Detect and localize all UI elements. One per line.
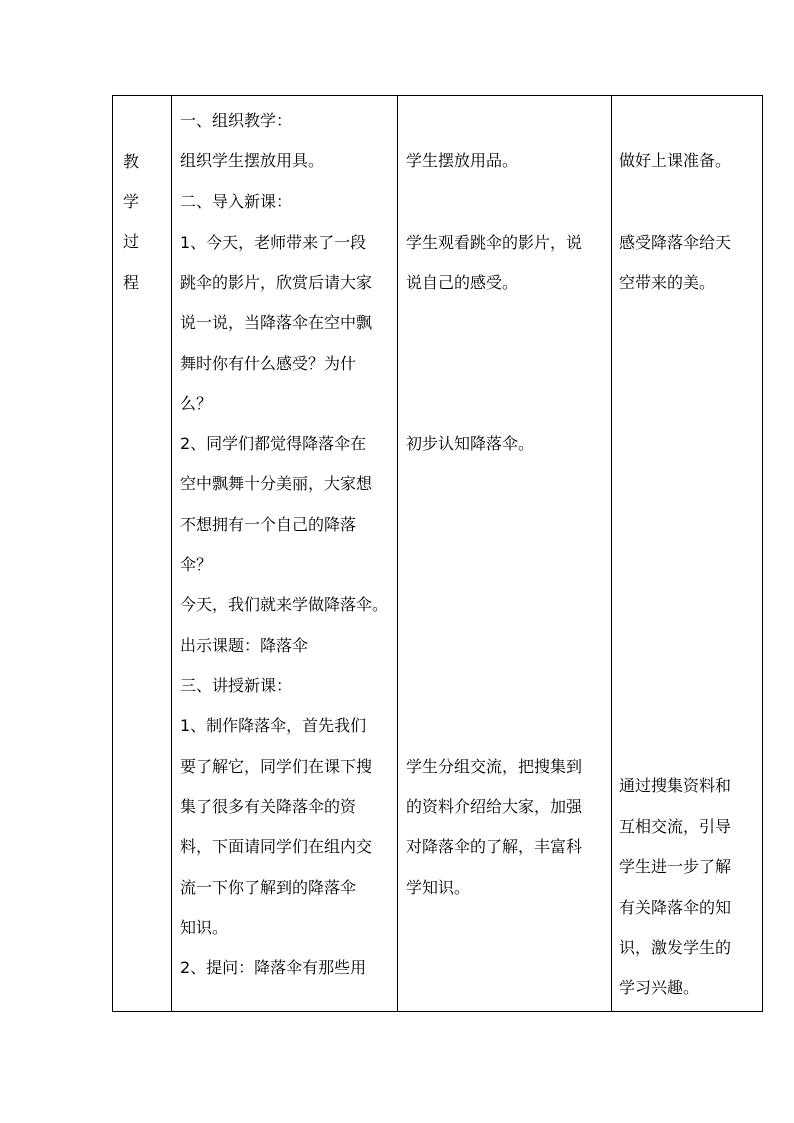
teacher-line: 舞时你有什么感受？为什 — [180, 354, 357, 373]
teacher-line: 么？ — [180, 394, 213, 413]
stage-char: 教 — [123, 152, 140, 171]
design-intent-cell — [612, 96, 763, 1012]
teacher-line: 跳伞的影片，欣赏后请大家 — [180, 273, 373, 292]
teacher-line: 出示课题：降落伞 — [180, 636, 309, 655]
teacher-line: 知识。 — [180, 918, 229, 937]
teacher-line: 二、导入新课： — [180, 192, 293, 211]
intent-line: 学习兴趣。 — [619, 978, 700, 997]
teacher-line: 料，下面请同学们在组内交 — [180, 837, 373, 856]
student-activity-cell — [398, 96, 612, 1012]
teacher-line: 1、制作降落伞，首先我们 — [180, 716, 367, 735]
intent-line: 做好上课准备。 — [619, 151, 732, 170]
student-line: 的资料介绍给大家，加强 — [406, 797, 583, 816]
student-line: 学知识。 — [406, 878, 471, 897]
teacher-activity-cell — [172, 96, 398, 1012]
teacher-line: 流一下你了解到的降落伞 — [180, 878, 357, 897]
table-row — [113, 96, 763, 1012]
intent-line: 有关降落伞的知 — [619, 898, 732, 917]
student-line: 说自己的感受。 — [406, 273, 519, 292]
intent-line: 学生进一步了解 — [619, 857, 732, 876]
stage-char: 学 — [123, 192, 140, 211]
teacher-line: 1、今天，老师带来了一段 — [180, 233, 367, 252]
teacher-line: 2、提问：降落伞有那些用 — [180, 958, 367, 977]
lesson-plan-table — [112, 95, 763, 1012]
teacher-line: 三、讲授新课： — [180, 676, 293, 695]
teacher-line: 说一说，当降落伞在空中飘 — [180, 313, 373, 332]
intent-line: 空带来的美。 — [619, 273, 716, 292]
stage-cell — [113, 96, 172, 1012]
teacher-line: 集了很多有关降落伞的资 — [180, 797, 357, 816]
intent-line: 通过搜集资料和 — [619, 776, 732, 795]
student-line: 学生摆放用品。 — [406, 151, 519, 170]
teacher-line: 今天，我们就来学做降落伞。 — [180, 595, 389, 614]
intent-line: 感受降落伞给天 — [619, 233, 732, 252]
teacher-line: 2、同学们都觉得降落伞在 — [180, 434, 367, 453]
student-line: 学生分组交流，把搜集到 — [406, 757, 583, 776]
teacher-line: 空中飘舞十分美丽，大家想 — [180, 474, 373, 493]
teacher-line: 组织学生摆放用具。 — [180, 151, 325, 170]
teacher-line: 一、组织教学： — [180, 111, 293, 130]
student-line: 对降落伞的了解，丰富科 — [406, 837, 583, 856]
student-line: 初步认知降落伞。 — [406, 434, 535, 453]
teacher-line: 不想拥有一个自己的降落 — [180, 515, 357, 534]
intent-line: 识，激发学生的 — [619, 938, 732, 957]
stage-char: 过 — [123, 232, 140, 251]
stage-char: 程 — [123, 273, 140, 292]
intent-line: 互相交流，引导 — [619, 817, 732, 836]
teacher-line: 要了解它，同学们在课下搜 — [180, 757, 373, 776]
teacher-line: 伞？ — [180, 555, 213, 574]
student-line: 学生观看跳伞的影片，说 — [406, 233, 583, 252]
